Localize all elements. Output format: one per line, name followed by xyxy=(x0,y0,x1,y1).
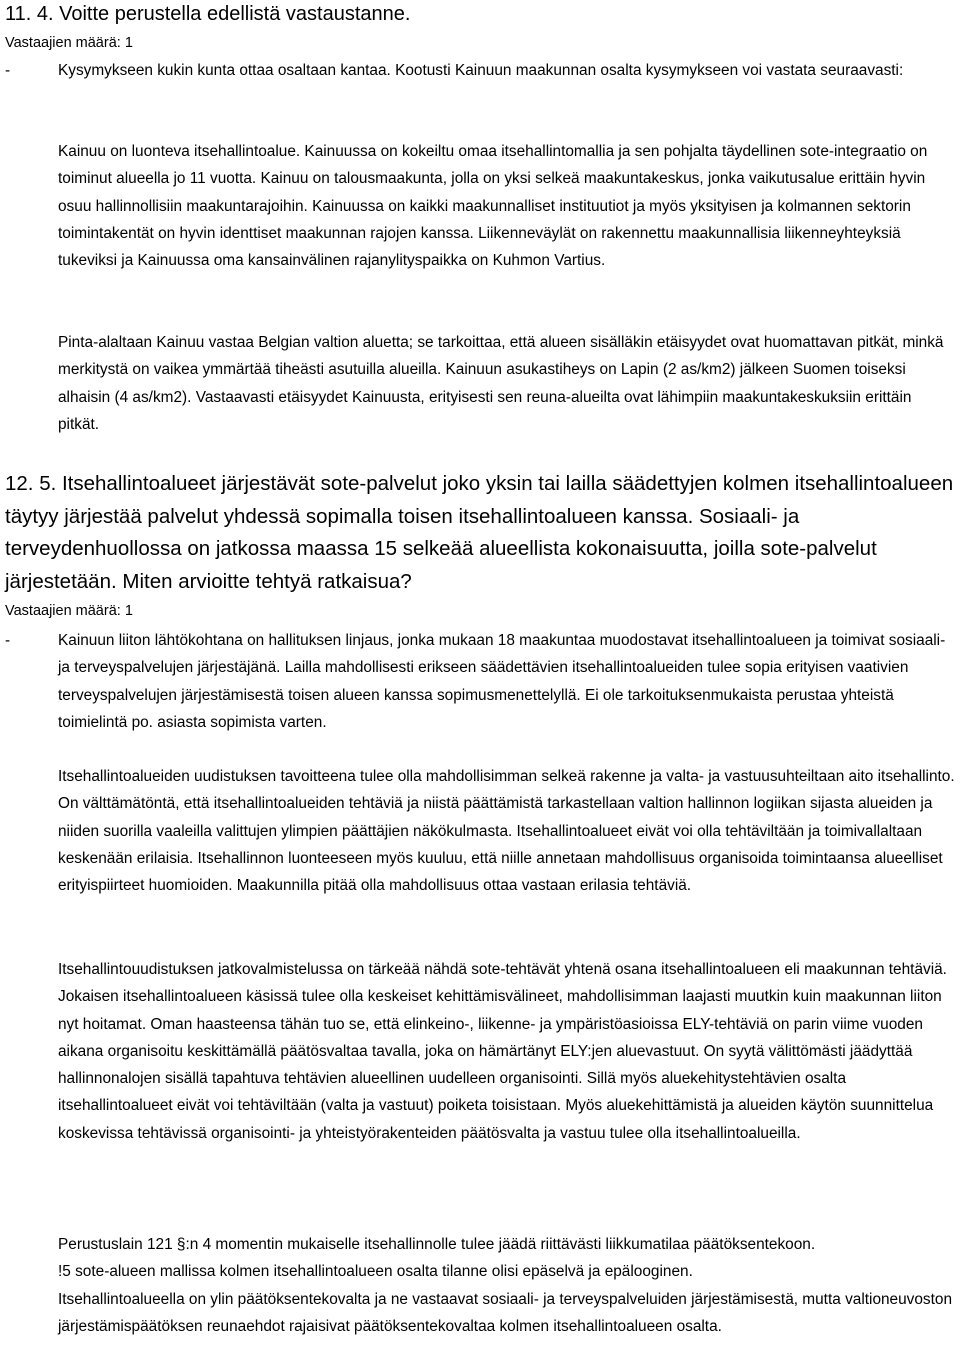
question-12-title: 12. 5. Itsehallintoalueet järjestävät sote-palvelut joko yksin tai lailla säädettyjen kolmen itsehallintoalueen täytyy järjestää palvelut yhdessä sopimalla toisen itsehallintoalueen kanssa. Sosiaali- ja terveydenhuollossa on jatkossa maassa 15 selkeää alueellista kokonaisuutta, joilla sote-palvelut järjestetään. Miten arvioitte tehtyä ratkaisua? xyxy=(5,472,954,593)
answer-paragraph: Kysymykseen kukin kunta ottaa osaltaan kantaa. Kootusti Kainuun maakunnan osalta kysymykseen voi vastata seuraavasti: xyxy=(58,62,904,79)
answer-block xyxy=(58,57,956,84)
answer-block xyxy=(58,627,956,736)
answer-block xyxy=(58,1231,956,1340)
answer-paragraph: Itsehallintoalueella on ylin päätöksentekovalta ja ne vastaavat sosiaali- ja terveyspalveluiden järjestämisestä, mutta valtioneuvoston järjestämispäätöksen reunaehdot rajaisivat päätöksentekovaltaa kolmen itsehallintoalueen osalta. xyxy=(58,1290,953,1335)
answer-block xyxy=(58,956,956,1147)
answer-dash: - xyxy=(5,62,11,79)
answer-dash: - xyxy=(5,632,11,649)
answer-paragraph: Pinta-alaltaan Kainuu vastaa Belgian valtion aluetta; se tarkoittaa, että alueen sisälläkin etäisyydet ovat huomattavan pitkät, minkä merkitystä on vaikea ymmärtää tiheästi asutuilla alueilla. Kainuun asukastiheys on Lapin (2 as/km2) jälkeen Suomen toiseksi alhaisin (4 as/km2). Vastaavasti etäisyydet Kainuusta, erityisesti sen reuna-alueilta ovat lähimpiin maakuntakeskuksiin erittäin pitkät. xyxy=(58,334,944,433)
answer-paragraph: Kainuun liiton lähtökohtana on hallituksen linjaus, jonka mukaan 18 maakuntaa muodostavat itsehallintoalueen ja toimivat sosiaali- ja terveyspalvelujen järjestäjänä. Lailla mahdollisesti erikseen säädettävien itsehallintoalueiden tulee sopia erityisen vaativien terveyspalvelujen järjestämisestä toisen alueen kanssa sopimusmenettelyllä. Ei ole tarkoituksenmukaista perustaa yhteistä toimielintä po. asiasta sopimista varten. xyxy=(58,632,946,731)
answer-block xyxy=(58,763,956,899)
answer-block xyxy=(58,138,956,274)
answer-paragraph: Itsehallintoalueiden uudistuksen tavoitteena tulee olla mahdollisimman selkeä rakenne ja valta- ja vastuusuhteiltaan aito itsehallinto. On välttämätöntä, että itsehallintoalueiden tehtäviä ja niistä päättämistä tarkastellaan valtion hallinnon logiikan sijasta alueiden ja niiden suorilla vaaleilla valittujen ylimpien päättäjien näkökulmasta. Itsehallintoalueet eivät voi olla tehtäviltään ja toimivallaltaan keskenään erilaisia. Itsehallinnon luonteeseen myös kuuluu, että niille annetaan mahdollisuus organisoida toimintaansa alueelliset erityispiirteet huomioiden. Maakunnilla pitää olla mahdollisuus ottaa vastaan erilasia tehtäviä. xyxy=(58,768,955,895)
answer-line: Perustuslain 121 §:n 4 momentin mukaiselle itsehallinnolle tulee jäädä riittävästi liikkumatilaa päätöksentekoon. xyxy=(58,1236,816,1253)
respondent-count: Vastaajien määrä: 1 xyxy=(5,35,133,51)
answer-paragraph: Itsehallintouudistuksen jatkovalmistelussa on tärkeää nähdä sote-tehtävät yhtenä osana itsehallintoalueen eli maakunnan tehtäviä. Jokaisen itsehallintoalueen käsissä tulee olla keskeiset kehittämisvälineet, mahdollisimman laajasti muutkin kuin maakunnan liiton nyt hoitamat. Oman haasteensa tähän tuo se, että elinkeino-, liikenne- ja ympäristöasioissa ELY-tehtäviä on parin viime vuoden aikana organisoitu keskittämällä päätösvaltaa tavalla, joka on hämärtänyt ELY:jen aluevastuut. On syytä välittömästi jäädyttää hallinnonalojen sisällä tapahtuva tehtävien alueellinen uudelleen organisointi. Sillä myös aluekehitystehtävien osalta itsehallintoalueet eivät voi tehtäviltään (valta ja vastuut) poiketa toisistaan. Myös aluekehittämistä ja alueiden käytön suunnittelua koskevissa tehtävissä organisointi- ja yhteistyörakenteiden päätösvalta ja vastuu tulee olla itsehallintoalueilla. xyxy=(58,961,947,1142)
answer-paragraph: Kainuu on luonteva itsehallintoalue. Kainuussa on kokeiltu omaa itsehallintomallia ja sen pohjalta täydellinen sote-integraatio on toiminut alueella jo 11 vuotta. Kainuu on talousmaakunta, jolla on yksi selkeä maakuntakeskus, jonka vaikutusalue erittäin hyvin osuu hallinnollisiin maakuntarajoihin. Kainuussa on kaikki maakunnalliset instituutiot ja myös yksityisen ja kolmannen sektorin toimintakentät on hyvin identtiset maakunnan rajojen kanssa. Liikenneväylät on rakennettu maakunnallisia liikenneyhteyksiä tukeviksi ja Kainuussa oma kansainvälinen rajanylityspaikka on Kuhmon Vartius. xyxy=(58,143,928,270)
question-11-title: 11. 4. Voitte perustella edellistä vastaustanne. xyxy=(5,3,411,25)
answer-line: !5 sote-alueen mallissa kolmen itsehallintoalueen osalta tilanne olisi epäselvä ja epälooginen. xyxy=(58,1263,693,1281)
answer-block xyxy=(58,329,956,438)
respondent-count: Vastaajien määrä: 1 xyxy=(5,603,133,619)
